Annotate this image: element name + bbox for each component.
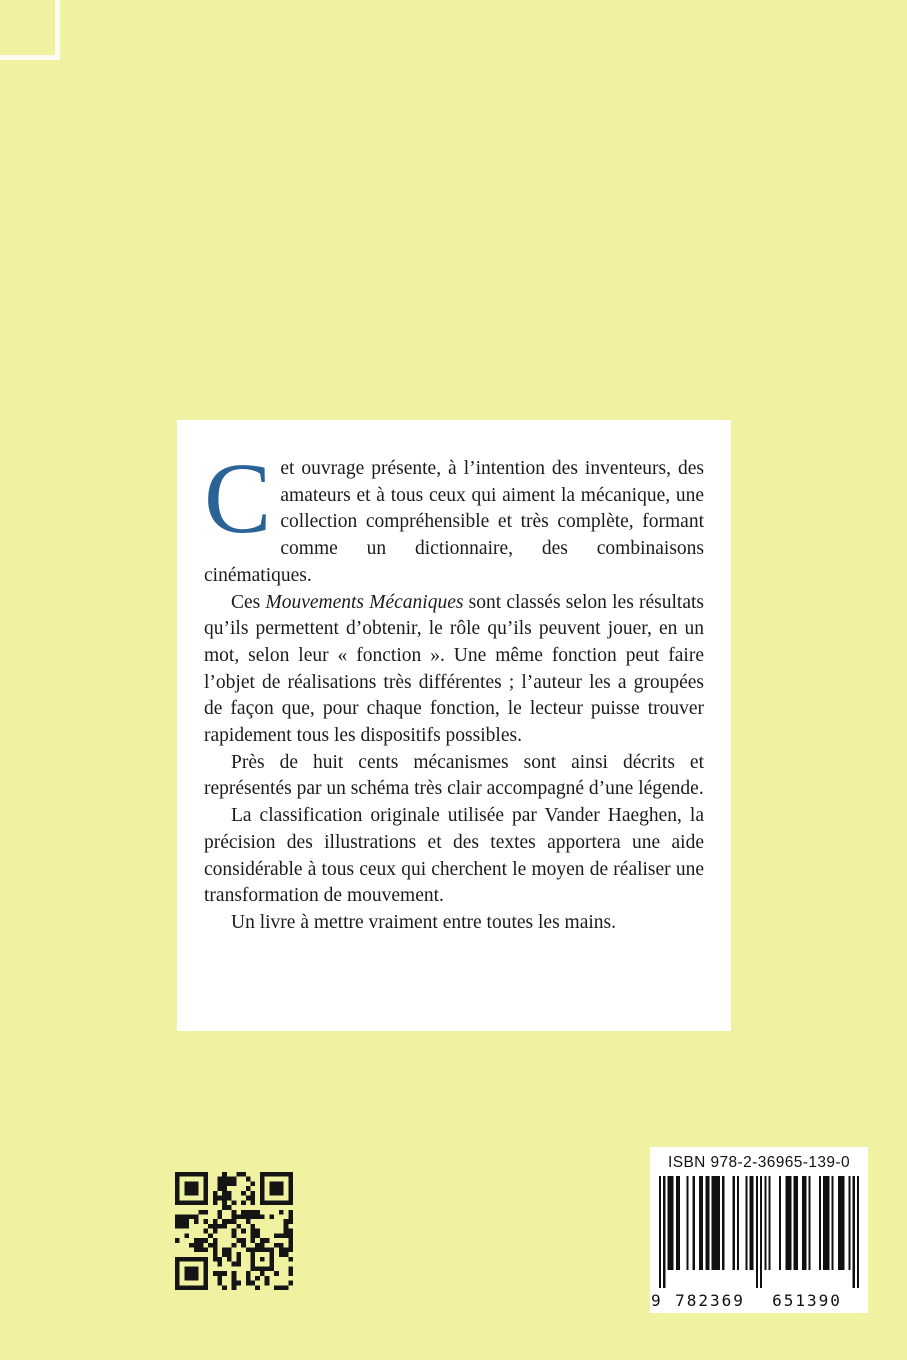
corner-mark xyxy=(0,0,60,60)
drop-cap: C xyxy=(204,442,272,554)
qr-code-icon xyxy=(175,1172,293,1290)
blurb-run: et ouvrage présente, à l’intention des inventeurs, des amateurs et à tous ceux qui aiment la mécanique, une collection compréhensible et très complète, formant comme un dictionnaire, des combinaisons cinématiques. xyxy=(204,458,704,586)
blurb-run: sont classés selon les résultats qu’ils permettent d’obtenir, le rôle qu’ils peuvent jouer, en un mot, selon leur « fonction ». Une même fonction peut faire l’objet de réalisations très différentes ; l’auteur les a groupées de façon que, pour chaque fonction, le lecteur puisse trouver rapidement tous les dispositifs possibles. xyxy=(204,591,704,747)
blurb-run: Ces xyxy=(231,591,266,613)
blurb-run: La classification originale utilisée par Vander Haeghen, la précision des illustrations et des textes apportera une aide considérable à tous ceux qui cherchent le moyen de réaliser une transformation de mouvement. xyxy=(204,805,704,907)
paragraph xyxy=(204,590,704,750)
barcode-box xyxy=(650,1147,868,1313)
barcode-digits xyxy=(651,1290,859,1310)
barcode-digit-group-2: 651390 xyxy=(772,1291,842,1310)
barcode-digit-left: 9 xyxy=(651,1291,661,1310)
paragraph xyxy=(204,910,704,937)
blurb-run: Un livre à mettre vraiment entre toutes les mains. xyxy=(231,911,617,933)
blurb-run: Près de huit cents mécanismes sont ainsi décrits et représentés par un schéma très clair accompagné d’une légende. xyxy=(204,751,704,800)
ean13-barcode xyxy=(659,1176,859,1288)
paragraph xyxy=(204,803,704,910)
isbn-label: ISBN 978-2-36965-139-0 xyxy=(668,1154,850,1171)
paragraph xyxy=(204,750,704,803)
blurb-panel xyxy=(177,420,731,1031)
paragraph xyxy=(204,442,704,590)
barcode-digit-group-1: 782369 xyxy=(675,1291,745,1310)
qr-code xyxy=(175,1172,293,1290)
blurb-run-italic: Mouvements Mécaniques xyxy=(265,591,464,613)
blurb xyxy=(177,420,731,937)
